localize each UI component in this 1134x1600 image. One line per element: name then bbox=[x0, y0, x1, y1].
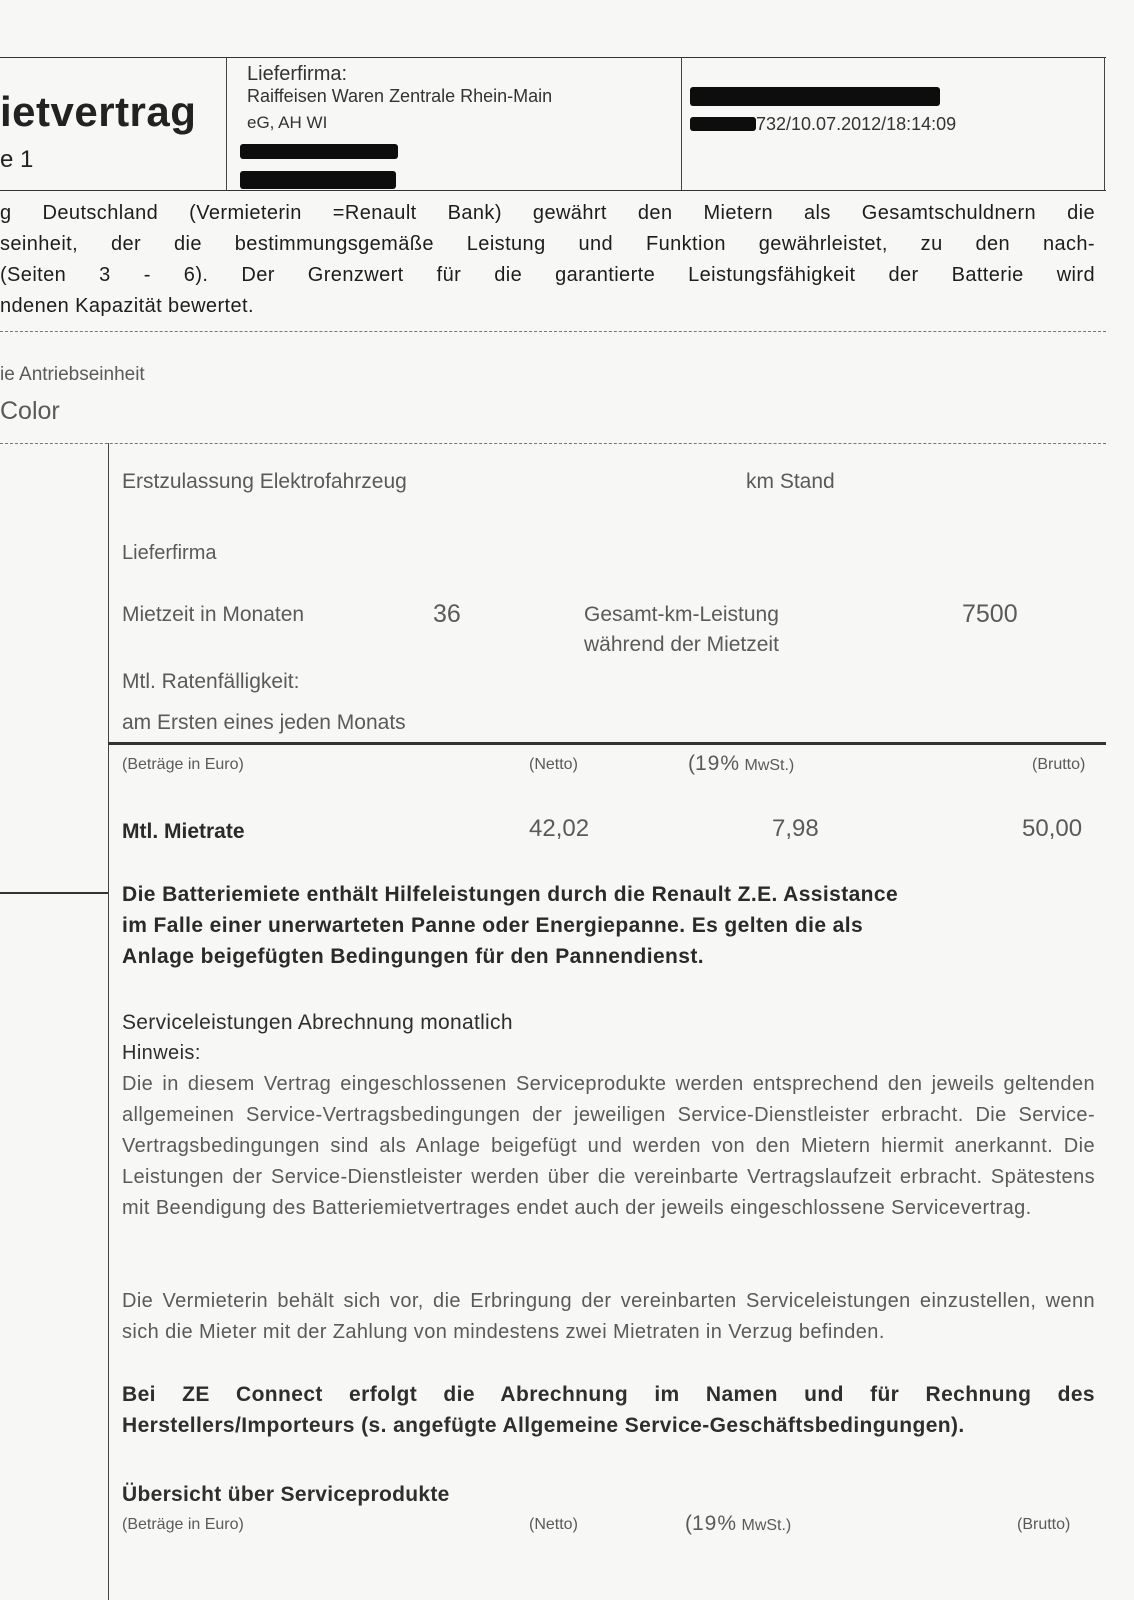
service-net-header: (Netto) bbox=[529, 1516, 578, 1533]
column-rule-tick bbox=[0, 892, 108, 894]
monthly-rent-label: Mtl. Mietrate bbox=[122, 820, 245, 843]
service-vat-header bbox=[685, 1512, 791, 1536]
amount-currency-header: (Beträge in Euro) bbox=[122, 756, 244, 773]
assistance-line: im Falle einer unerwarteten Panne oder Energiepanne. Es gelten die als bbox=[122, 914, 864, 937]
amount-net-header: (Netto) bbox=[529, 756, 578, 773]
vat-label: MwSt.) bbox=[744, 757, 795, 774]
service-gross-header: (Brutto) bbox=[1017, 1516, 1071, 1533]
divider bbox=[0, 443, 1106, 444]
reference-number: 732/10.07.2012/18:14:09 bbox=[756, 114, 957, 134]
intro-line: (Seiten 3 - 6). Der Grenzwert für die garantierte Leistungsfähigkeit der Batterie wird bbox=[0, 264, 1095, 286]
first-registration-label: Erstzulassung Elektrofahrzeug bbox=[122, 470, 407, 493]
assistance-line: Anlage beigefügten Bedingungen für den Pannendienst. bbox=[122, 945, 704, 968]
assistance-paragraph bbox=[122, 879, 1082, 972]
monthly-rent-vat: 7,98 bbox=[772, 815, 819, 842]
amount-gross-header: (Brutto) bbox=[1032, 756, 1086, 773]
supplier-branch: eG, AH WI bbox=[247, 113, 328, 132]
service-currency-header: (Beträge in Euro) bbox=[122, 1516, 244, 1533]
redaction-bar bbox=[240, 144, 398, 159]
column-rule bbox=[108, 443, 109, 1600]
vat-rate: 19% bbox=[695, 752, 741, 775]
amounts-rule bbox=[108, 742, 1106, 745]
amount-vat-header bbox=[688, 752, 794, 776]
term-value: 36 bbox=[433, 600, 461, 628]
monthly-rent-net: 42,02 bbox=[529, 815, 590, 842]
ze-connect-paragraph: Bei ZE Connect erfolgt die Abrechnung im Namen und für Rechnung des Herstellers/Importeurs (s. angefügte Allgemeine Service-Geschäftsbedingungen). bbox=[122, 1383, 1095, 1437]
intro-paragraph bbox=[0, 198, 1095, 322]
service-overview-heading: Übersicht über Serviceprodukte bbox=[122, 1483, 450, 1506]
redaction-bar bbox=[240, 171, 396, 189]
supplier-field-label: Lieferfirma bbox=[122, 542, 217, 564]
service-heading: Serviceleistungen Abrechnung monatlich bbox=[122, 1011, 513, 1034]
drive-unit-value: Color bbox=[0, 397, 60, 425]
divider bbox=[0, 331, 1106, 332]
supplier-name: Raiffeisen Waren Zentrale Rhein-Main bbox=[247, 86, 553, 106]
km-reading-label: km Stand bbox=[746, 470, 835, 493]
monthly-rent-gross: 50,00 bbox=[1022, 815, 1083, 842]
vat-label: MwSt.) bbox=[741, 1517, 792, 1534]
vat-open-paren: ( bbox=[688, 752, 695, 775]
redaction-bar bbox=[690, 117, 756, 131]
mileage-value: 7500 bbox=[962, 600, 1018, 628]
redaction-bar bbox=[690, 87, 940, 106]
mileage-label-sub: während der Mietzeit bbox=[584, 633, 779, 656]
drive-unit-label: ie Antriebseinheit bbox=[0, 364, 145, 385]
intro-line: g Deutschland (Vermieterin =Renault Bank) gewährt den Mietern als Gesamtschuldnern die bbox=[0, 202, 1095, 224]
due-label: Mtl. Ratenfälligkeit: bbox=[122, 670, 300, 693]
service-paragraph: Die Vermieterin behält sich vor, die Erbringung der vereinbarten Serviceleistungen einzustellen, wenn sich die Mieter mit der Zahlung von mindestens zwei Mietraten in Verzug befinden. bbox=[122, 1290, 1095, 1343]
assistance-line: Die Batteriemiete enthält Hilfeleistungen durch die Renault Z.E. Assistance bbox=[122, 883, 899, 906]
due-value: am Ersten eines jeden Monats bbox=[122, 711, 406, 734]
term-label: Mietzeit in Monaten bbox=[122, 603, 305, 626]
intro-line: seinheit, der die bestimmungsgemäße Leistung und Funktion gewährleistet, zu den nach- bbox=[0, 233, 1095, 255]
document-subtitle: e 1 bbox=[0, 146, 34, 173]
service-paragraph: Die in diesem Vertrag eingeschlossenen Serviceprodukte werden entsprechend den jeweils geltenden allgemeinen Service-Vertragsbedingungen der jeweiligen Service-Dienstleister erbracht. Die Service-Vertragsbedingungen sind als Anlage beigefügt und werden von den Mietern hiermit anerkannt. Die Leistungen der Service-Dienstleister werden über die vereinbarte Vertragslaufzeit erbracht. Spätestens mit Beendigung des Batteriemietvertrages endet auch der jeweils eingeschlossene Servicevertrag. bbox=[122, 1073, 1095, 1219]
document-title: ietvertrag bbox=[0, 88, 197, 135]
supplier-label: Lieferfirma: bbox=[247, 63, 348, 85]
service-note-label: Hinweis: bbox=[122, 1042, 201, 1064]
vat-rate: 19% bbox=[692, 1512, 738, 1535]
intro-line: ndenen Kapazität bewertet. bbox=[0, 295, 254, 317]
vat-open-paren: ( bbox=[685, 1512, 692, 1535]
mileage-label: Gesamt-km-Leistung bbox=[584, 603, 779, 626]
